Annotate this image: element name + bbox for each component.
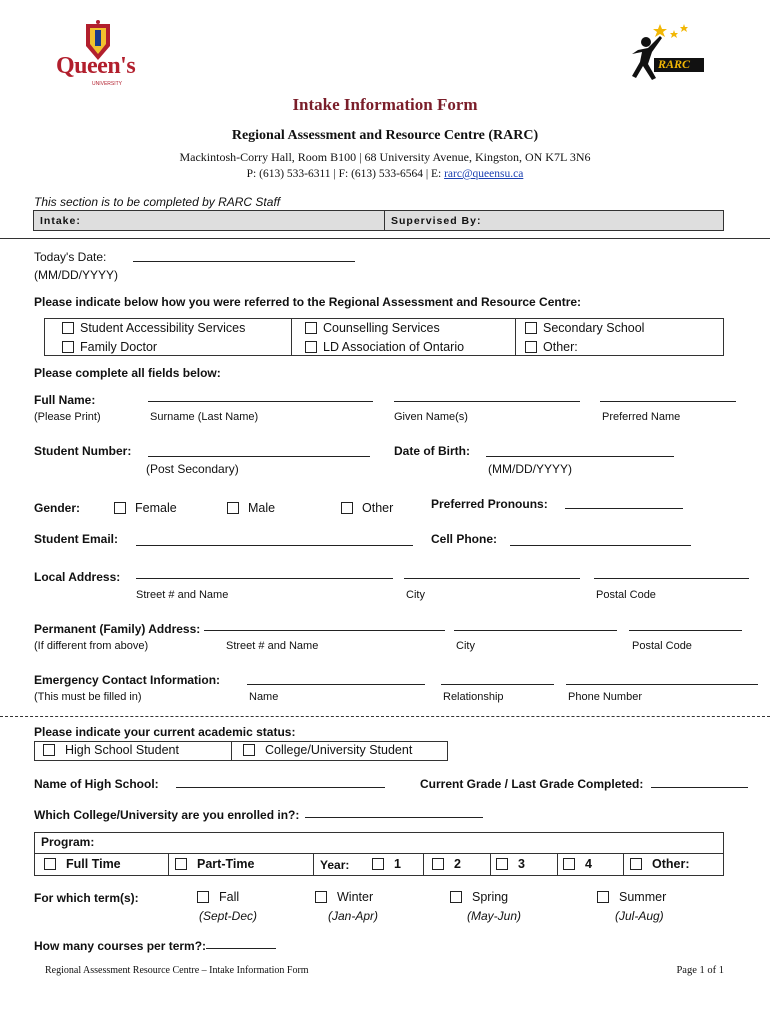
referral-option-label: LD Association of Ontario [323,340,465,354]
gender-option-label: Other [362,501,394,515]
preferred-name-caption: Preferred Name [602,411,681,423]
footer-page: Page 1 of 1 [676,965,724,976]
term-name: Summer [619,890,667,904]
term-summer-months: (Jul-Aug) [615,909,664,923]
checkbox-icon [197,891,209,903]
term-name: Fall [219,890,240,904]
checkbox-icon [175,858,187,870]
footer-left: Regional Assessment Resource Centre – Intake Information Form [45,965,309,976]
perm-postal-input[interactable] [629,630,742,631]
dob-label: Date of Birth: [394,444,470,458]
given-name-input[interactable] [394,401,580,402]
courses-label: How many courses per term?: [34,939,207,953]
gender-option-label: Female [135,501,177,515]
checkbox-icon [597,891,609,903]
student-email-input[interactable] [136,545,413,546]
checkbox-icon [305,341,317,353]
checkbox-icon [62,322,74,334]
emergency-hint: (This must be filled in) [34,691,142,703]
rarc-logo-text: RARC [658,57,691,71]
supervised-cell[interactable] [385,211,723,230]
perm-street-input[interactable] [204,630,445,631]
dob-input[interactable] [486,456,674,457]
local-postal-caption: Postal Code [596,589,656,601]
perm-street-caption: Street # and Name [226,640,319,652]
term-winter[interactable] [315,890,373,904]
contact-line [0,168,770,180]
checkbox-icon [44,858,56,870]
academic-option-label: High School Student [65,743,179,757]
term-fall-months: (Sept-Dec) [199,909,258,923]
gender-male[interactable] [227,501,275,515]
cell-phone-input[interactable] [510,545,691,546]
local-street-caption: Street # and Name [136,589,229,601]
gender-other[interactable] [341,501,393,515]
year-option-label: 1 [394,857,401,871]
high-school-label: Name of High School: [34,777,159,791]
program-part-time[interactable] [175,857,254,871]
emergency-relationship-caption: Relationship [443,691,504,703]
intake-label: Intake: [40,215,81,227]
year-1[interactable] [372,857,401,871]
term-name: Spring [472,890,509,904]
pronouns-input[interactable] [565,508,683,509]
year-other[interactable] [630,857,690,871]
program-option-label: Full Time [66,857,121,871]
terms-label: For which term(s): [34,891,139,905]
emergency-relationship-input[interactable] [441,684,554,685]
local-address-label: Local Address: [34,570,121,584]
staff-box [33,210,724,231]
term-fall[interactable] [197,890,239,904]
full-name-label: Full Name: [34,393,96,407]
surname-caption: Surname (Last Name) [150,411,259,423]
term-winter-months: (Jan-Apr) [328,909,379,923]
section-divider [0,716,770,717]
checkbox-icon [630,858,642,870]
college-input[interactable] [305,817,483,818]
checkbox-icon [525,322,537,334]
year-option-label: 4 [585,857,592,871]
term-spring-months: (May-Jun) [467,909,522,923]
courses-input[interactable] [206,948,276,949]
contact-text: P: (613) 533-6311 | F: (613) 533-6564 | E: [246,168,445,180]
emergency-label: Emergency Contact Information: [34,673,221,687]
referral-option-label: Other: [543,340,578,354]
dob-hint: (MM/DD/YYYY) [488,462,572,476]
high-school-input[interactable] [176,787,385,788]
year-option-label: 3 [518,857,525,871]
academic-option-label: College/University Student [265,743,413,757]
term-summer[interactable] [597,890,666,904]
checkbox-icon [563,858,575,870]
form-subtitle: Regional Assessment and Resource Centre (RARC) [231,128,539,143]
gender-label: Gender: [34,501,81,515]
year-label: Year: [320,858,350,872]
supervised-label: Supervised By: [391,215,482,227]
program-option-label: Part-Time [197,857,255,871]
emergency-phone-input[interactable] [566,684,758,685]
queens-logo-text: Queen's [56,53,136,79]
queens-logo [52,20,144,88]
date-hint: (MM/DD/YYYY) [34,268,118,282]
intake-cell[interactable] [34,211,385,230]
student-email-label: Student Email: [34,532,119,546]
term-spring[interactable] [450,890,508,904]
checkbox-icon [43,744,55,756]
staff-note: This section is to be completed by RARC Staff [34,195,281,209]
email-link[interactable]: rarc@queensu.ca [444,168,524,180]
checkbox-icon [114,502,126,514]
program-full-time[interactable] [44,857,121,871]
student-number-input[interactable] [148,456,370,457]
form-title: Intake Information Form [292,95,478,114]
queens-logo-subtext: UNIVERSITY [92,81,123,87]
date-label: Today's Date: [34,250,107,264]
emergency-name-input[interactable] [247,684,425,685]
rarc-figure-icon [626,20,716,86]
year-2[interactable] [432,857,461,871]
referral-option-label: Counselling Services [323,321,440,335]
student-number-hint: (Post Secondary) [146,462,239,476]
year-option-label: Other: [652,857,690,871]
checkbox-icon [525,341,537,353]
cell-phone-label: Cell Phone: [431,532,498,546]
emergency-phone-caption: Phone Number [568,691,642,703]
referral-option-sas[interactable] [62,321,245,335]
perm-city-input[interactable] [454,630,617,631]
referral-option-label: Secondary School [543,321,645,335]
checkbox-icon [62,341,74,353]
checkbox-icon [450,891,462,903]
date-input[interactable] [133,261,355,262]
referral-question: Please indicate below how you were referred to the Regional Assessment and Resource Centre: [34,295,582,309]
year-3[interactable] [496,857,525,871]
perm-address-hint: (If different from above) [34,640,149,652]
perm-city-caption: City [456,640,475,652]
emergency-name-caption: Name [249,691,279,703]
academic-high-school[interactable] [43,743,179,757]
fields-heading: Please complete all fields below: [34,366,221,380]
staff-divider [0,238,770,239]
address-line: Mackintosh-Corry Hall, Room B100 | 68 University Avenue, Kingston, ON K7L 3N6 [179,150,591,164]
referral-option-label: Family Doctor [80,340,158,354]
referral-option-doctor[interactable] [62,340,157,354]
grade-label: Current Grade / Last Grade Completed: [420,777,644,791]
referral-option-label: Student Accessibility Services [80,321,246,335]
program-label: Program: [41,835,95,849]
referral-option-other[interactable] [525,340,578,354]
referral-option-counselling[interactable] [305,321,440,335]
pronouns-label: Preferred Pronouns: [431,497,548,511]
checkbox-icon [496,858,508,870]
grade-input[interactable] [651,787,748,788]
year-4[interactable] [563,857,592,871]
local-postal-input[interactable] [594,578,749,579]
referral-option-secondary[interactable] [525,321,644,335]
perm-address-label: Permanent (Family) Address: [34,622,201,636]
rarc-logo [626,20,716,86]
local-city-input[interactable] [404,578,580,579]
full-name-hint: (Please Print) [34,411,101,423]
perm-postal-caption: Postal Code [632,640,692,652]
surname-input[interactable] [148,401,373,402]
term-name: Winter [337,890,374,904]
college-label: Which College/University are you enrolled in?: [34,808,300,822]
preferred-name-input[interactable] [600,401,736,402]
student-number-label: Student Number: [34,444,132,458]
gender-female[interactable] [114,501,177,515]
checkbox-icon [315,891,327,903]
referral-option-ldao[interactable] [305,340,464,354]
checkbox-icon [372,858,384,870]
local-street-input[interactable] [136,578,393,579]
gender-option-label: Male [248,501,276,515]
given-name-caption: Given Name(s) [394,411,468,423]
checkbox-icon [341,502,353,514]
academic-college[interactable] [243,743,412,757]
checkbox-icon [227,502,239,514]
checkbox-icon [243,744,255,756]
local-city-caption: City [406,589,425,601]
checkbox-icon [305,322,317,334]
year-option-label: 2 [454,857,461,871]
checkbox-icon [432,858,444,870]
academic-question: Please indicate your current academic status: [34,725,296,739]
